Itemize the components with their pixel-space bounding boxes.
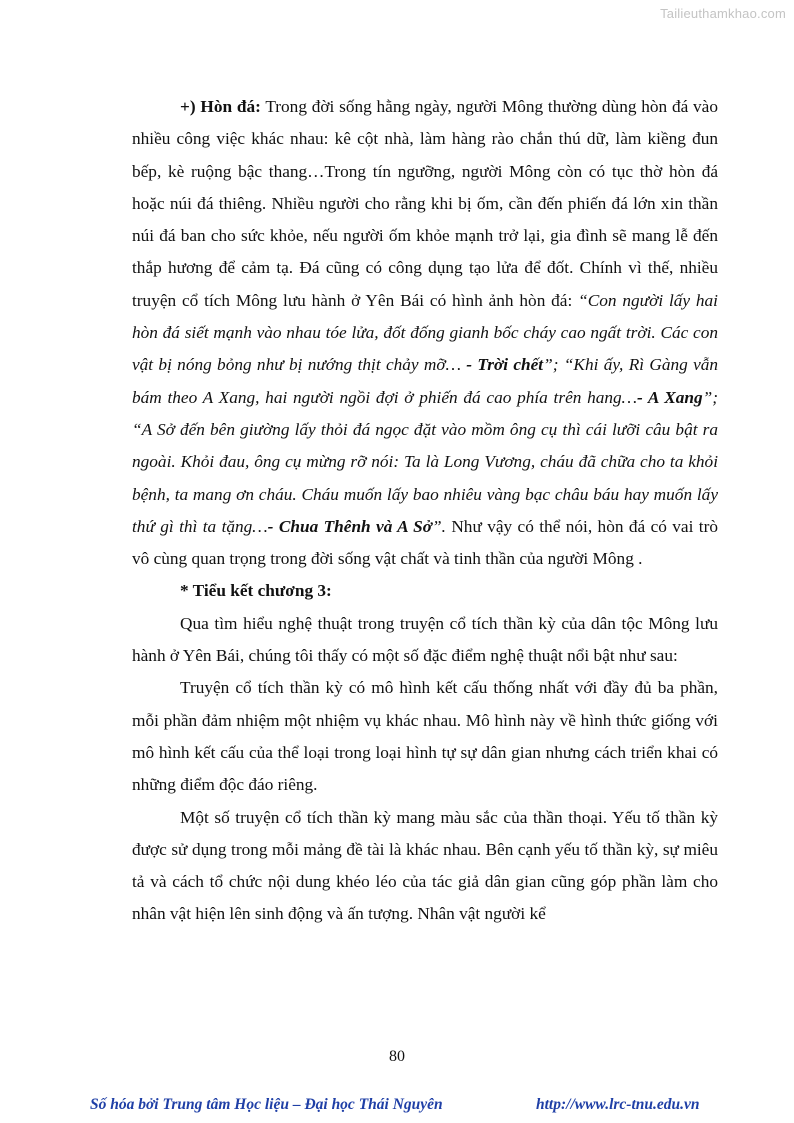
stone-paragraph bbox=[132, 91, 718, 575]
body-text: Trong đời sống hằng ngày, người Mông thường dùng hòn đá vào nhiều công việc khác nhau: kê cột nhà, làm hàng rào chắn thú dữ, làm kiềng đun bếp, kè ruộng bậc thang…Trong tín ngưỡng, người Mông còn có tục thờ hòn đá hoặc núi đá thiêng. Nhiều người cho rằng khi bị ốm, cần đến phiến đá lớn xin thần núi đá ban cho sức khỏe, nếu người ốm khỏe mạnh trở lại, gia đình sẽ mang lễ đến thắp hương để cảm tạ. Đá cũng có công dụng tạo lửa để đốt. Chính vì thế, nhiều truyện cổ tích Mông lưu hành ở Yên Bái có hình ảnh hòn đá: bbox=[132, 97, 718, 310]
body-text-conclusion: Như vậy có thể nói, hòn đá có vai trò vô cùng quan trọng trong đời sống vật chất và tinh thần của người Mông . bbox=[132, 516, 718, 569]
quote-sep-1: ”; bbox=[543, 355, 564, 375]
source-2: - A Xang bbox=[637, 387, 703, 407]
summary-paragraph-1: Qua tìm hiểu nghệ thuật trong truyện cổ tích thần kỳ của dân tộc Mông lưu hành ở Yên Bái, chúng tôi thấy có một số đặc điểm nghệ thuật nổi bật như sau: bbox=[132, 613, 718, 666]
source-1: - Trời chết bbox=[460, 355, 544, 375]
section-heading: * Tiểu kết chương 3: bbox=[180, 581, 332, 601]
quote-3: “A Sở đến bên giường lấy thỏi đá ngọc đặt vào mồm ông cụ thì cái lưỡi câu bật ra ngoài. Khỏi đau, ông cụ mừng rỡ nói: Ta là Long Vương, cháu đã chữa cho ta khỏi bệnh, ta mang ơn cháu. Cháu muốn lấy bao nhiêu vàng bạc châu báu hay muốn lấy thứ gì thì ta tặng… bbox=[132, 419, 718, 536]
quote-2: “Khi ấy, Rì Gàng vẫn bám theo A Xang, hai người ngồi đợi ở phiến đá cao phía trên hang… bbox=[132, 355, 719, 407]
page-content bbox=[132, 91, 718, 931]
quote-sep-2: ”; bbox=[702, 387, 718, 407]
lead-label: +) Hòn đá: bbox=[180, 97, 261, 116]
footer-url: http://www.lrc-tnu.edu.vn bbox=[536, 1096, 700, 1113]
page-number: 80 bbox=[389, 1048, 405, 1065]
summary-paragraph-3: Một số truyện cổ tích thần kỳ mang màu sắc của thần thoại. Yếu tố thần kỳ được sử dụng trong mỗi mảng đề tài là khác nhau. Bên cạnh yếu tố thần kỳ, sự miêu tả và cách tổ chức nội dung khéo léo của tác giả dân gian cũng góp phần làm cho nhân vật hiện lên sinh động và ấn tượng. Nhân vật người kể bbox=[132, 807, 718, 924]
quote-sep-3: ”. bbox=[431, 516, 446, 536]
footer-credit: Số hóa bởi Trung tâm Học liệu – Đại học Thái Nguyên bbox=[90, 1096, 443, 1113]
quote-1: “Con người lấy hai hòn đá siết mạnh vào nhau tóe lửa, đốt đống gianh bốc cháy cao ngất trời. Các con vật bị nóng bỏng như bị nướng thịt chảy mỡ… bbox=[132, 290, 718, 375]
source-3: - Chua Thênh và A Sở bbox=[267, 516, 432, 536]
watermark-text: Tailieuthamkhao.com bbox=[660, 6, 786, 21]
summary-paragraph-2: Truyện cổ tích thần kỳ có mô hình kết cấu thống nhất với đầy đủ ba phần, mỗi phần đảm nhiệm một nhiệm vụ khác nhau. Mô hình này về hình thức giống với mô hình kết cấu của thể loại trong loại hình tự sự dân gian nhưng cách triển khai có những điểm độc đáo riêng. bbox=[132, 678, 718, 795]
